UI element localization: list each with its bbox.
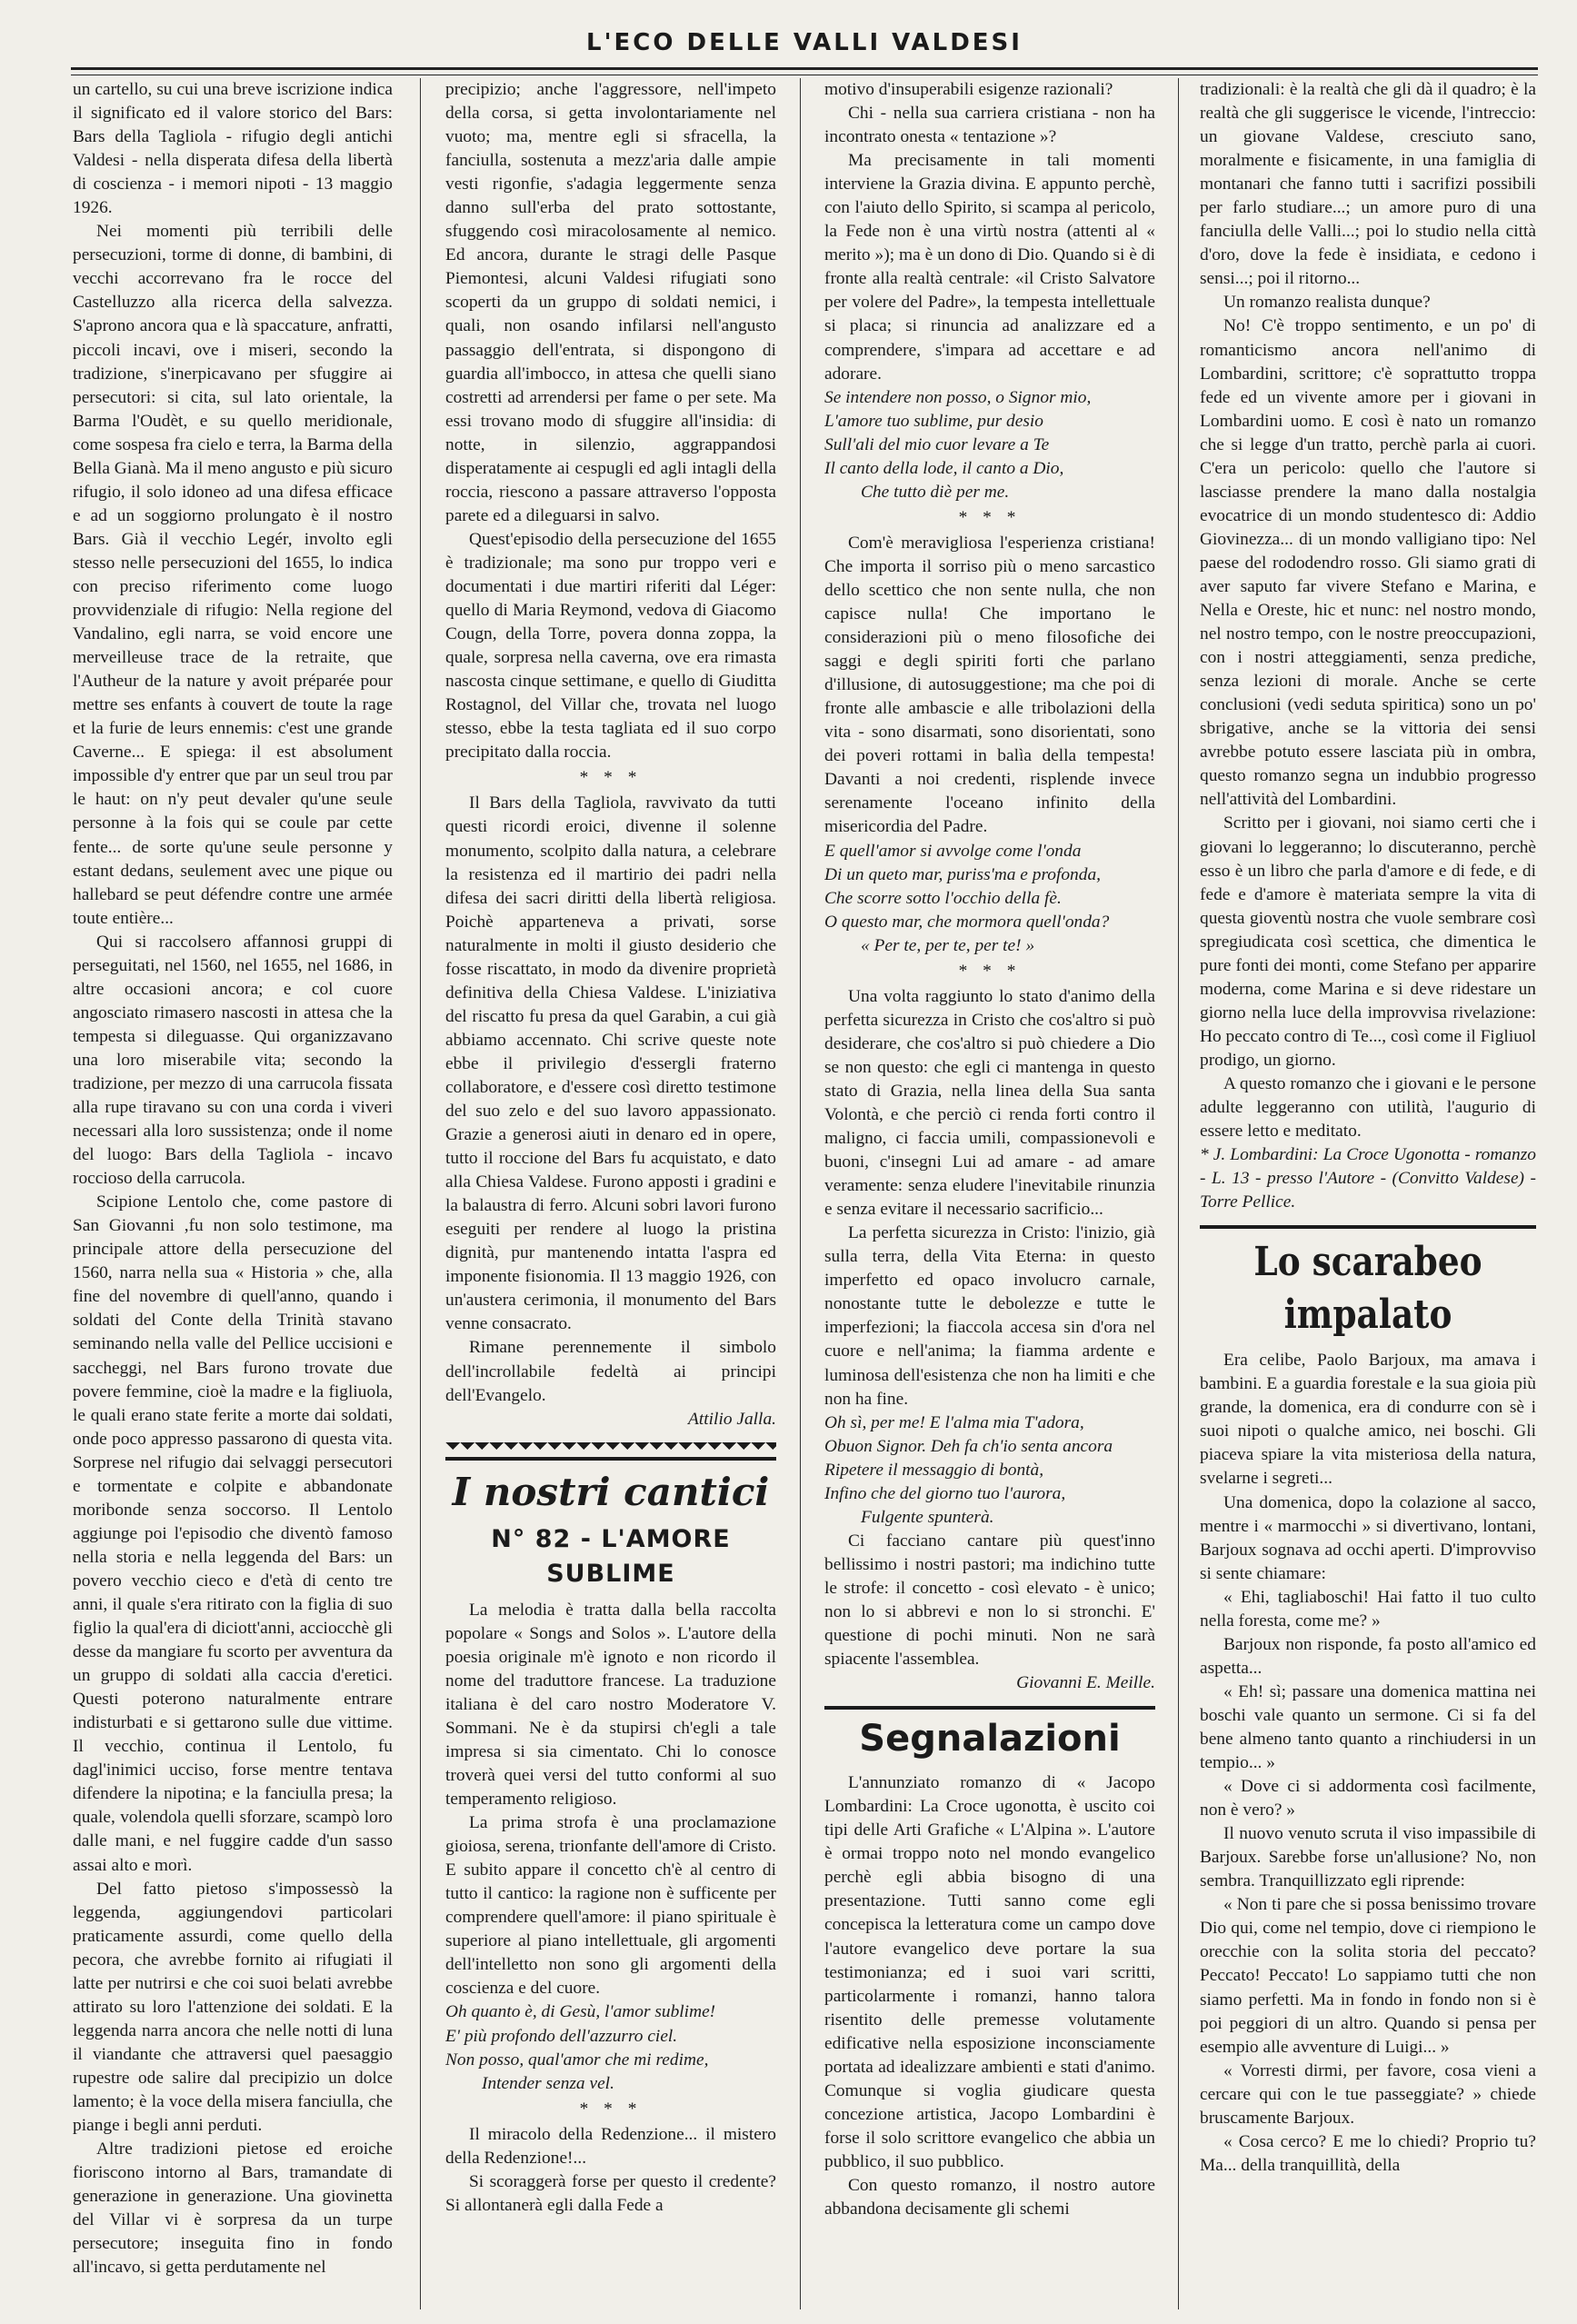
- verse-line: Ripetere il messaggio di bontà,: [824, 1460, 1044, 1480]
- article-paragraph: Il nuovo venuto scruta il viso impassibile di Barjoux. Sarebbe forse un'allusione? No, non sembra. Tranquillizzato egli riprende:: [1200, 1824, 1536, 1891]
- article-paragraph: motivo d'insuperabili esigenze razionali?: [824, 80, 1113, 99]
- section-separator: * * *: [579, 768, 643, 788]
- article-paragraph: Qui si raccolsero affannosi gruppi di perseguitati, nel 1560, nel 1655, nel 1686, in altre occasioni ancora; e col cuore angosciato rimasero nascosti in attesa che la tempesta si dileguasse. Qui organizzavano una loro miserabile vita; secondo la tradizione, per mezzo di una carrucola fissata alla rupe tiravano su con una corda i viveri necessari alla loro sussistenza; onde il nome del luogo: Bars della Tagliola - incavo roccioso della carrucola.: [73, 932, 393, 1189]
- verse-line: Sull'ali del mio cuor levare a Te: [824, 434, 1050, 454]
- article-paragraph: un cartello, su cui una breve iscrizione indica il significato ed il valore storico del Bars: Bars della Tagliola - rifugio degli antichi Valdesi - nella disperata difesa della libertà di coscienza - i memori nipoti - 13 maggio 1926.: [73, 80, 393, 218]
- section-subheading-hymn: N° 82 - L'AMORE SUBLIME: [491, 1524, 731, 1588]
- article-paragraph: Barjoux non risponde, fa posto all'amico ed aspetta...: [1200, 1634, 1536, 1678]
- verse-line: E' più profondo dell'azzurro ciel.: [445, 2026, 678, 2046]
- masthead: [71, 18, 1538, 70]
- column-2: [445, 78, 776, 2309]
- verse-line: Fulgente spunterà.: [861, 1507, 994, 1527]
- article-paragraph: « Non ti pare che si possa benissimo trovare Dio qui, come nel tempio, dove ci riempiono le orecchie con la solita storia del peccato? Peccato! Peccato! Lo sappiamo tutti che non siamo perfetti. Ma in fondo in fondo non si è poi peggiori di un altro. Quando si pensa per esempio alle avventure di Luigi... »: [1200, 1895, 1536, 2057]
- section-divider: [824, 1706, 1155, 1710]
- article-paragraph: Chi - nella sua carriera cristiana - non ha incontrato onesta « tentazione »?: [824, 104, 1155, 147]
- verse-line: Che tutto diè per me.: [861, 482, 1010, 502]
- masthead-title: L'ECO DELLE VALLI VALDESI: [586, 29, 1023, 56]
- article-paragraph: L'annunziato romanzo di « Jacopo Lombardini: La Croce ugonotta, è uscito coi tipi delle Arti Grafiche « L'Alpina ». L'autore è ormai troppo noto nel mondo evangelico perchè egli abbia bisogno di una presentazione. Tutti sanno come egli concepisca la letteratura come un campo dove l'autore evangelico deve portare la sua testimonianza; ed i suoi vari scritti, particolarmente i romanzi, hanno talora risentito delle premesse volutamente edificative nella esposizione inconsciamente portata ad idealizzare ambienti e stati d'animo. Comunque si voglia giudicare questa concezione artistica, Jacopo Lombardini è forse il solo scrittore evangelico che abbia un pubblico, il suo pubblico.: [824, 1773, 1155, 2171]
- article-paragraph: No! C'è troppo sentimento, e un po' di romanticismo ancora nell'animo di Lombardini, scrittore; c'è soprattutto troppa fede ed un vivente amore per i giovani in Lombardini uomo. E così è nato un romanzo che si legge d'un tratto, perchè parla ai cuori. C'era un pericolo: quello che l'autore si lasciasse prendere la mano dalla nostalgia evocatrice di un mondo studentesco di: Addio Giovinezza... di un mondo valligiano tipo: Nel paese del rododendro rosso. Gli siamo grati di aver saputo far vivere Stefano e Marina, e Nella e Oreste, hic et nunc: nel nostro mondo, nel nostro tempo, con le nostre preoccupazioni, con i nostri atteggiamenti, senza prediche, senza lezioni di morale. Anche se certe conclusioni (vedi seduta spiritica) sono un po' sbrigative, anche se la vittoria dei sensi avrebbe potuto essere lasciata più in ombra, questo romanzo segna un indubbio progresso nell'attività del Lombardini.: [1200, 316, 1536, 810]
- verse-line: O questo mar, che mormora quell'onda?: [824, 912, 1110, 932]
- article-paragraph: « Cosa cerco? E me lo chiedi? Proprio tu? Ma... della tranquillità, della: [1200, 2131, 1536, 2175]
- column-divider: [800, 78, 801, 2309]
- section-heading-segnalazioni: Segnalazioni: [859, 1718, 1121, 1760]
- verse-line: Infino che del giorno tuo l'aurora,: [824, 1483, 1066, 1503]
- verse-line: Intender senza vel.: [482, 2073, 614, 2093]
- article-paragraph: Quest'episodio della persecuzione del 1655 è tradizionale; ma sono pur troppo veri e documentati i due martiri riferiti dal Léger: quello di Maria Reymond, vedova di Giacomo Cougn, della Torre, povera donna zoppa, la quale, sorpresa nella caverna, ove era rimasta nascosta cinque settimane, e quello di Giuditta Rostagnol, del Villar che, trovata nel luogo stesso, ebbe la testa tagliata ed il suo corpo precipitato dalla roccia.: [445, 529, 776, 763]
- article-paragraph: Com'è meravigliosa l'esperienza cristiana! Che importa il sorriso più o meno sarcastico dello scettico che non sente nulla, che non capisce nulla! Che importano le considerazioni più o meno filosofiche dei saggi e degli spiriti forti che parlano d'illusione, di autosuggestione; ma che poi di fronte alle ambascie e alle tribolazioni della vita - sono disarmati, sono disorientati, sono dei poveri rottami in balìa della tempesta! Davanti a noi credenti, risplende invece serenamente l'oceano infinito della misericordia del Padre.: [824, 533, 1155, 837]
- article-paragraph: tradizionali: è la realtà che gli dà il quadro; è la realtà che gli suggerisce le vicende, l'intreccio: un giovane Valdese, cresciuto sano, moralmente e fisicamente, in una famiglia di montanari che fanno tutti i sacrifizi possibili per farlo studiare...; un amore puro di una fanciulla delle Valli...; poi lo studio nella città d'oro, dove la fede è insidiata, e cedono i sensi...; poi il ritorno...: [1200, 80, 1536, 289]
- article-paragraph: Un romanzo realista dunque?: [1223, 293, 1431, 313]
- section-separator: * * *: [958, 507, 1022, 527]
- section-heading-cantici: I nostri cantici: [452, 1469, 770, 1514]
- section-heading-scarabeo: Lo scarabeo impalato: [1253, 1239, 1482, 1339]
- article-paragraph: La melodia è tratta dalla bella raccolta popolare « Songs and Solos ». L'autore della poesia originale m'è ignoto e non ricordo il nome del traduttore francese. La traduzione italiana è del caro nostro Moderatore V. Sommani. Ne è da stupirsi ch'egli a tale impresa si sia cimentato. Chi lo conosce troverà quei versi del tutto conformi al suo temperamento religioso.: [445, 1600, 776, 1810]
- article-paragraph: Si scoraggerà forse per questo il credente? Si allontanerà egli dalla Fede a: [445, 2171, 776, 2215]
- author-signature: Giovanni E. Meille.: [1016, 1673, 1155, 1693]
- article-paragraph: « Ehi, tagliaboschi! Hai fatto il tuo culto nella foresta, come me? »: [1200, 1587, 1536, 1631]
- article-paragraph: « Dove ci si addormenta così facilmente, non è vero? »: [1200, 1777, 1536, 1820]
- column-divider: [1178, 78, 1179, 2309]
- verse-line: Di un queto mar, puriss'ma e profonda,: [824, 864, 1101, 884]
- verse-line: « Per te, per te, per te! »: [861, 935, 1035, 955]
- verse-line: Obuon Signor. Deh fa ch'io senta ancora: [824, 1436, 1113, 1456]
- section-separator: * * *: [958, 961, 1022, 981]
- column-1: [73, 78, 393, 2309]
- verse-line: Se intendere non posso, o Signor mio,: [824, 387, 1092, 407]
- article-paragraph: precipizio; anche l'aggressore, nell'impeto della corsa, si getta involontariamente nel vuoto; ma, mentre egli si sfracella, la fanciulla, sostenuta a mezz'aria dalle ampie vesti rigonfie, s'adagia leggermente senza danno sull'erba del prato sottostante, sfuggendo così miracolosamente al nemico. Ed ancora, durante le stragi delle Pasque Piemontesi, alcuni Valdesi rifugiati sono scoperti da un gruppo di soldati nemici, i quali, non osando infilarsi nell'angusto passaggio dell'entrata, si dispongono di guardia all'imbocco, in attesa che quelli siano costretti ad arrendersi per fame o per sete. Ma essi trovano modo di sfuggire all'insidia: di notte, in silenzio, aggrappandosi disperatamente ai cespugli ed agli intagli della roccia, riescono a passare attraverso l'opposta parete ed a dileguarsi in salvo.: [445, 80, 776, 525]
- article-paragraph: Rimane perennemente il simbolo dell'incrollabile fedeltà ai principi dell'Evangelo.: [445, 1338, 776, 1405]
- column-3: [824, 78, 1155, 2309]
- article-paragraph: Scritto per i giovani, noi siamo certi che i giovani lo leggeranno; lo discuteranno, perchè esso è un libro che parla d'amore e di fede, e di fede e d'amore è materiata sempre la vita di questa gioventù nostra che vuole sembrare così spregiudicata così scettica, che dimentica le pure fonti dei monti, come Stefano per apparire moderna, come Marina e si deve ridestare un giorno nella luce della improvvisa rivelazione: Ho peccato contro di Te..., così come il Figliuol prodigo, un giorno.: [1200, 813, 1536, 1070]
- article-paragraph: La prima strofa è una proclamazione gioiosa, serena, trionfante dell'amore di Cristo. E subito appare il concetto ch'è al centro di tutto il cantico: la ragione non è sufficente per comprendere quell'amore: il piano spirituale è superiore al piano intellettuale, gli argomenti dell'intelletto non sono gli argomenti della coscienza e del cuore.: [445, 1813, 776, 1999]
- article-paragraph: Altre tradizioni pietose ed eroiche fioriscono intorno al Bars, tramandate di generazione in generazione. Una giovinetta del Villar vi è sorpresa da un turpe persecutore; inseguita fino in fondo all'incavo, si getta perdutamente nel: [73, 2139, 393, 2278]
- article-paragraph: Era celibe, Paolo Barjoux, ma amava i bambini. E a guardia forestale e la sua gioia più grande, la domenica, era di condurre con sè i suoi nipoti o qualche amico, nei boschi. Gli piaceva spiare la vita misteriosa della natura, svelarne i segreti...: [1200, 1351, 1536, 1489]
- verse-line: Oh sì, per me! E l'alma mia T'adora,: [824, 1412, 1084, 1432]
- article-paragraph: Del fatto pietoso s'impossessò la leggenda, aggiungendovi particolari praticamente assurdi, come quello della pecora, che avrebbe fornito ai rifugiati il latte per nutrirsi e che coi suoi belati avrebbe attirato su loro l'attenzione dei soldati. E la leggenda narra ancora che nelle notti di luna il viandante che attraversi quel paesaggio rupestre ode salire dal precipizio un dolce lamento; è la voce della misera fanciulla, che piange i begli anni perduti.: [73, 1879, 393, 2136]
- article-paragraph: « Eh! sì; passare una domenica mattina nei boschi vale quanto un sermone. Ci si fa del bene almeno tanto quanto a rinchiudersi in un tempio... »: [1200, 1681, 1536, 1773]
- article-paragraph: Ci facciano cantare più quest'inno bellissimo i nostri pastori; ma indichino tutte le strofe: il concetto - così elevato - è unico; non lo si abbrevi e non lo si stronchi. E' questione di pochi minuti. Non ne sarà spiacente l'assemblea.: [824, 1531, 1155, 1670]
- article-paragraph: Ma precisamente in tali momenti interviene la Grazia divina. E appunto perchè, con l'aiuto dello Spirito, si scampa al pericolo, la Fede non è una virtù nostra (attenti al « merito »); ma è un dono di Dio. Quando si è di fronte alla realtà centrale: «il Cristo Salvatore per volere del Padre», la tempesta intellettuale si placa; si rinuncia ad analizzare ed a comprendere, s'impara ad accettare e ad adorare.: [824, 151, 1155, 384]
- column-divider: [420, 78, 421, 2309]
- article-paragraph: « Vorresti dirmi, per favore, cosa vieni a cercare qui con le tue passeggiate? » chiede bruscamente Barjoux.: [1200, 2060, 1536, 2128]
- book-footnote: * J. Lombardini: La Croce Ugonotta - romanzo - L. 13 - presso l'Autore - (Convitto Valdese) - Torre Pellice.: [1200, 1145, 1536, 1212]
- article-paragraph: Nei momenti più terribili delle persecuzioni, torme di donne, di bambini, di vecchi accorrevano fra le rocce del Castelluzzo alla ricerca della salvezza. S'aprono ancora qua e là spaccature, anfratti, piccoli incavi, ove i miseri, secondo la tradizione, s'inerpicavano per sfuggire ai persecutori: si cita, sul lato orientale, la Barma l'Oudèt, e su quello meridionale, come sospesa fra cielo e terra, la Barma della Bella Gianà. Ma il meno angusto e più sicuro rifugio, il solo idoneo ad una difesa efficace e ad un soggiorno prolungato è il nostro Bars. Già il vecchio Legér, involto egli stesso nelle persecuzioni del 1655, lo indica con preciso riferimento come luogo provvidenziale di rifugio: Nella regione del Vandalino, egli narra, se void encore une merveilleuse trace de la retraite, que l'Autheur de la nature y avoit préparée pour mettre ses enfants à couvert de toute la rage et la furie de leurs ennemis: c'est une grande Caverne... E spiega: il est absolument impossible d'y entrer que par un seul trou par le haut: on n'y peut devaler qu'une seule personne à la fois qui se coule par cette fente... de sorte qu'une seule personne y estant dedans, seulement avec une pique ou hallebard se peut défendre contre une armée toute entière...: [73, 222, 393, 928]
- article-paragraph: Scipione Lentolo che, come pastore di San Giovanni ,fu non solo testimone, ma principale attore della persecuzione del 1560, narra nella sua « Historia » che, alla fine del novembre di quell'anno, quando i soldati del Conte della Trinità stavano seminando nella valle del Pellice uccisioni e saccheggi, nel Bars furono trovate due povere femmine, cioè la madre e la figliuola, le quali erano state ferite a morte dai soldati, onde poco appresso passarono di questa vita. Sorprese nel rifugio dai selvaggi persecutori e tormentate e colpite e abbandonate moribonde senza soccorso. Il Lentolo aggiunge poi l'episodio che diventò famoso nella storia e nella leggenda del Bars: un povero vecchio cieco e d'età di cento tre anni, il quale s'era ritirato con la figlia di suo figlio la qual'era di diciott'anni, acciocchè gli desse da mangiare fu scorto per avventura da un gruppo di soldati alla caccia d'eretici. Questi poterono naturalmente entrare indisturbati e si gettarono sulle due vittime. Il vecchio, continua il Lentolo, fu dagl'inimici ucciso, forse mentre tentava difendere la nipotina; e la fanciulla presa; la quale, volendola quelli sforzare, scampò loro dalle mani, e nel fuggire cadde d'un sasso assai alto e morì.: [73, 1192, 393, 1875]
- author-signature: Attilio Jalla.: [688, 1409, 776, 1429]
- article-paragraph: Il miracolo della Redenzione... il mistero della Redenzione!...: [445, 2124, 776, 2168]
- article-paragraph: Con questo romanzo, il nostro autore abbandona decisamente gli schemi: [824, 2175, 1155, 2219]
- article-paragraph: Una volta raggiunto lo stato d'animo della perfetta sicurezza in Cristo che cos'altro si può desiderare, che cos'altro si può chiedere a Dio se non questo: che egli ci mantenga in questo stato di Grazia, nella linea della Sua santa Volontà, e che perciò ci renda forti contro il maligno, ci faccia umili, compassionevoli e buoni, c'insegni Lui ad amare - ad amare veramente: senza eludere l'inevitabile rinunzia e senza evitare il necessario sacrificio...: [824, 986, 1155, 1220]
- verse-line: Oh quanto è, di Gesù, l'amor sublime!: [445, 2002, 716, 2022]
- article-paragraph: La perfetta sicurezza in Cristo: l'inizio, già sulla terra, della Vita Eterna: in questo imperfetto ed opaco involucro carnale, nonostante tutte le debolezze e tutte le imperfezioni; la fiaccola accesa sin d'ora nel cuore e nell'anima; la fiamma ardente e luminosa dell'esistenza che non ha limiti e che non ha fine.: [824, 1223, 1155, 1409]
- article-paragraph: Una domenica, dopo la colazione al sacco, mentre i « marmocchi » si divertivano, lontani, Barjoux sognava ad occhi aperti. D'improvviso si sente chiamare:: [1200, 1492, 1536, 1583]
- verse-line: Non posso, qual'amor che mi redime,: [445, 2050, 709, 2070]
- section-separator: * * *: [579, 2099, 643, 2119]
- column-4: [1200, 78, 1536, 2309]
- article-paragraph: A questo romanzo che i giovani e le persone adulte leggeranno con utilità, l'augurio di essere letto e meditato.: [1200, 1073, 1536, 1142]
- verse-line: E quell'amor si avvolge come l'onda: [824, 841, 1082, 861]
- verse-line: L'amore tuo sublime, pur desio: [824, 411, 1043, 431]
- decorative-border: [445, 1442, 776, 1461]
- article-paragraph: Il Bars della Tagliola, ravvivato da tutti questi ricordi eroici, divenne il solenne monumento, scolpito dalla natura, a celebrare la resistenza ed il martirio dei padri nella difesa dei sacri diritti della libertà religiosa. Poichè apparteneva a privati, sorse naturalmente in molti il giusto desiderio che fosse riscattato, in modo da divenire proprietà definitiva della Chiesa Valdese. L'iniziativa del riscatto fu presa da quel Garabin, a cui già abbiamo accennato. Chi scrive queste note ebbe il privilegio d'essergli fraterno collaboratore, e d'essere così diretto testimone del suo zelo e del suo lavoro appassionato. Grazie a generosi aiuti in denaro ed in opere, tutto il roccione del Bars fu acquistato, e dato alla Chiesa Valdese. Furono apposti i gradini e la balaustra di ferro. Alcuni sobri lavori furono eseguiti per rendere al luogo la pristina dignità, pur mantenendo intatta l'aspra ed imponente fisionomia. Il 13 maggio 1926, con un'austera cerimonia, il monumento del Bars venne consacrato.: [445, 793, 776, 1334]
- verse-line: Il canto della lode, il canto a Dio,: [824, 458, 1064, 478]
- section-divider: [1200, 1225, 1536, 1229]
- verse-line: Che scorre sotto l'occhio della fè.: [824, 888, 1062, 908]
